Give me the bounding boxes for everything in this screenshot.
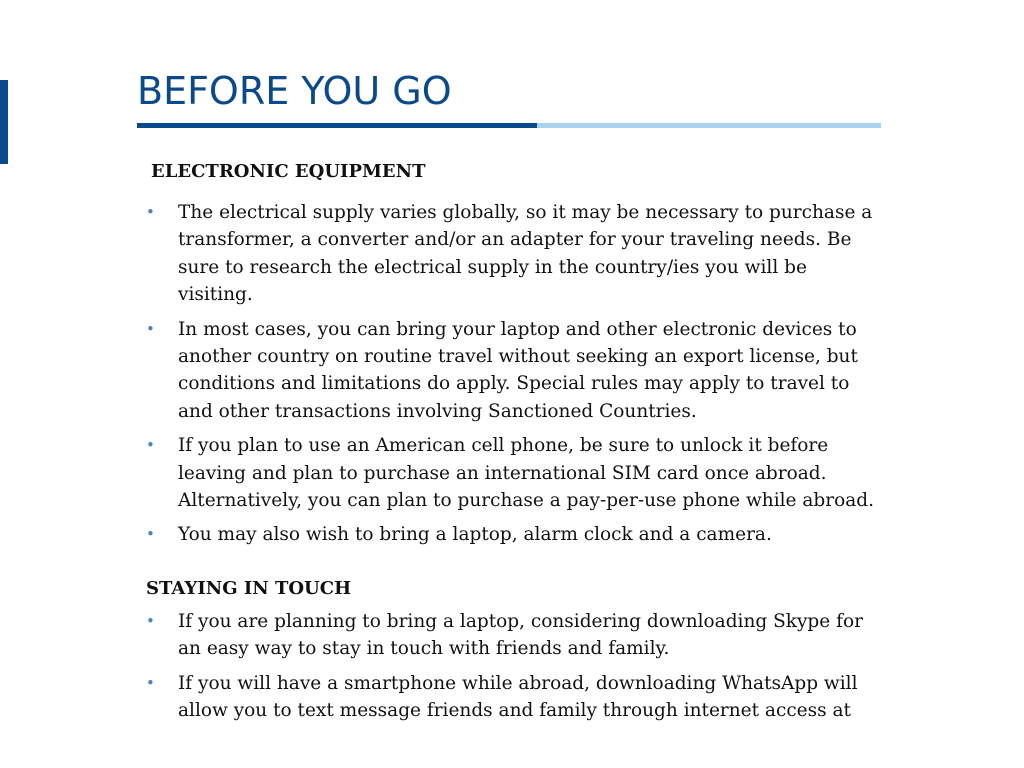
list-item: [146, 199, 886, 309]
section-heading-electronic-equipment: ELECTRONIC EQUIPMENT: [151, 161, 426, 182]
slide-content: [146, 158, 886, 732]
bullet-icon: •: [146, 673, 155, 692]
bullet-icon: •: [146, 525, 155, 544]
left-accent-bar: [0, 80, 8, 164]
list-item: [146, 608, 886, 663]
list-item-text: You may also wish to bring a laptop, alarm clock and a camera.: [178, 524, 772, 546]
list-item: [146, 521, 886, 548]
list-item-text: If you will have a smartphone while abroad, downloading WhatsApp will allow you to text message friends and family through internet access at: [178, 672, 858, 722]
title-underline: [137, 123, 881, 128]
title-underline-dark: [137, 123, 537, 128]
list-item-text: If you plan to use an American cell phone, be sure to unlock it before leaving and plan to purchase an international SIM card once abroad. Alternatively, you can plan to purchase a pay-per-use phone while abroad.: [178, 435, 874, 512]
page-title: BEFORE YOU GO: [137, 69, 452, 113]
list-item-text: In most cases, you can bring your laptop and other electronic devices to another country on routine travel without seeking an export license, but conditions and limitations do apply. Special rules may apply to travel to and other transactions involving Sanctioned Countries.: [178, 318, 858, 422]
section-heading-staying-in-touch: STAYING IN TOUCH: [146, 577, 352, 599]
bullet-icon: •: [146, 436, 155, 455]
bullet-icon: •: [146, 319, 155, 338]
staying-in-touch-list: [146, 608, 886, 725]
list-item: [146, 432, 886, 514]
list-item-text: If you are planning to bring a laptop, considering downloading Skype for an easy way to stay in touch with friends and family.: [178, 610, 863, 660]
bullet-icon: •: [146, 611, 155, 630]
list-item: [146, 670, 886, 725]
bullet-icon: •: [146, 203, 155, 221]
list-item-text: The electrical supply varies globally, so it may be necessary to purchase a transformer, a converter and/or an adapter for your traveling needs. Be sure to research the electrical supply in the country/ies you will be visiting.: [178, 202, 873, 306]
electronic-equipment-list: [146, 199, 886, 549]
list-item: [146, 316, 886, 426]
title-underline-light: [537, 123, 881, 128]
